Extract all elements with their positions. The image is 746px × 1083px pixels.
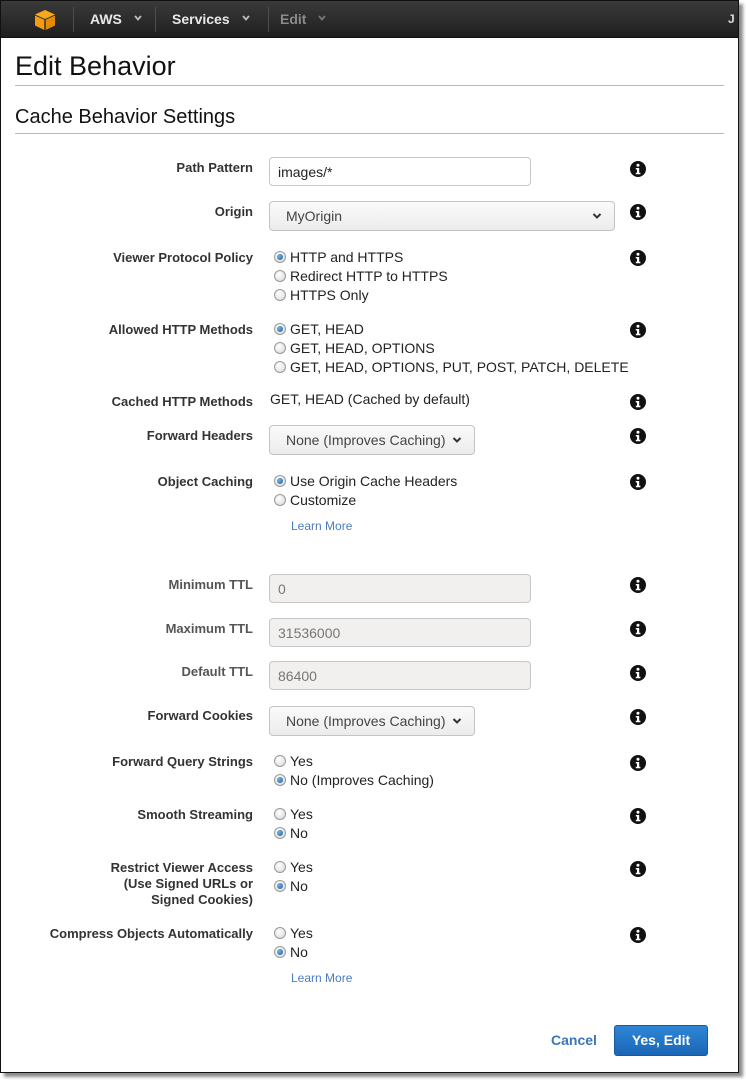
label-line: Restrict Viewer Access <box>110 860 253 875</box>
option-label: Yes <box>290 925 313 941</box>
info-icon[interactable] <box>630 474 646 490</box>
forward-headers-select[interactable] <box>269 425 475 455</box>
info-icon[interactable] <box>630 621 646 637</box>
path-pattern-input[interactable] <box>269 157 531 186</box>
compress-objects-label: Compress Objects Automatically <box>49 926 253 941</box>
restrict-viewer-access-label <box>111 860 253 908</box>
info-icon[interactable] <box>630 394 646 410</box>
nav-aws-menu[interactable] <box>90 11 142 27</box>
cached-http-methods-value: GET, HEAD (Cached by default) <box>270 391 470 407</box>
radio-button[interactable] <box>274 927 286 939</box>
path-pattern-label: Path Pattern <box>176 160 253 175</box>
compress-objects-option-no[interactable] <box>274 943 308 961</box>
info-icon[interactable] <box>630 577 646 593</box>
info-icon[interactable] <box>630 250 646 266</box>
label-line: (Use Signed URLs or <box>123 876 253 891</box>
forward-query-strings-label: Forward Query Strings <box>112 754 253 769</box>
radio-button-checked[interactable] <box>274 774 286 786</box>
maximum-ttl-label: Maximum TTL <box>165 621 253 636</box>
object-caching-option-origin-headers[interactable] <box>274 472 457 490</box>
info-icon[interactable] <box>630 665 646 681</box>
chevron-down-icon <box>452 717 462 725</box>
nav-divider <box>155 7 156 32</box>
chevron-down-icon <box>592 212 602 220</box>
nav-divider <box>73 7 74 32</box>
info-icon[interactable] <box>630 927 646 943</box>
radio-button[interactable] <box>274 270 286 282</box>
maximum-ttl-input[interactable] <box>269 618 531 647</box>
info-icon[interactable] <box>630 755 646 771</box>
yes-edit-button[interactable]: Yes, Edit <box>614 1025 708 1056</box>
radio-button[interactable] <box>274 342 286 354</box>
option-label: Yes <box>290 806 313 822</box>
forward-cookies-label: Forward Cookies <box>147 708 253 723</box>
minimum-ttl-input[interactable] <box>269 574 531 603</box>
minimum-ttl-label: Minimum TTL <box>168 577 253 592</box>
compress-objects-learn-more-link[interactable]: Learn More <box>291 971 353 985</box>
chevron-down-icon <box>134 14 142 22</box>
info-icon[interactable] <box>630 808 646 824</box>
radio-button[interactable] <box>274 808 286 820</box>
option-label: HTTP and HTTPS <box>290 249 404 265</box>
smooth-streaming-option-no[interactable] <box>274 824 308 842</box>
forward-headers-selected-value: None (Improves Caching) <box>286 432 446 448</box>
info-icon[interactable] <box>630 322 646 338</box>
option-label: No <box>290 878 308 894</box>
label-line: Signed Cookies) <box>151 892 253 907</box>
nav-edit-label: Edit <box>280 11 307 27</box>
object-caching-learn-more-link[interactable]: Learn More <box>291 519 353 533</box>
aws-cube-logo-icon[interactable] <box>34 9 56 31</box>
chevron-down-icon <box>452 436 462 444</box>
option-label: No <box>290 825 308 841</box>
radio-button[interactable] <box>274 494 286 506</box>
radio-button[interactable] <box>274 861 286 873</box>
allowed-methods-option-all[interactable] <box>274 358 629 376</box>
radio-button-checked[interactable] <box>274 475 286 487</box>
forward-cookies-select[interactable] <box>269 706 475 736</box>
viewer-protocol-option-redirect[interactable] <box>274 267 448 285</box>
default-ttl-input[interactable] <box>269 661 531 690</box>
smooth-streaming-option-yes[interactable] <box>274 805 313 823</box>
radio-button-checked[interactable] <box>274 880 286 892</box>
section-divider <box>15 133 724 134</box>
query-strings-option-no[interactable] <box>274 771 434 789</box>
option-label: Customize <box>290 492 357 508</box>
viewer-protocol-policy-label: Viewer Protocol Policy <box>113 250 253 265</box>
allowed-http-methods-label: Allowed HTTP Methods <box>108 322 253 337</box>
radio-button-checked[interactable] <box>274 251 286 263</box>
option-label: GET, HEAD, OPTIONS <box>290 340 435 356</box>
radio-button[interactable] <box>274 361 286 373</box>
chevron-down-icon <box>242 14 250 22</box>
title-divider <box>15 85 724 86</box>
option-label: No <box>290 944 308 960</box>
info-icon[interactable] <box>630 161 646 177</box>
option-label: GET, HEAD, OPTIONS, PUT, POST, PATCH, DELETE <box>290 359 629 375</box>
forward-cookies-selected-value: None (Improves Caching) <box>286 713 446 729</box>
option-label: GET, HEAD <box>290 321 364 337</box>
viewer-protocol-option-https-only[interactable] <box>274 286 369 304</box>
info-icon[interactable] <box>630 204 646 220</box>
chevron-down-icon <box>318 14 326 22</box>
forward-headers-label: Forward Headers <box>146 428 253 443</box>
radio-button-checked[interactable] <box>274 827 286 839</box>
allowed-methods-option-get-head[interactable] <box>274 320 364 338</box>
origin-label: Origin <box>214 204 253 219</box>
top-nav-bar <box>1 1 738 38</box>
radio-button[interactable] <box>274 755 286 767</box>
query-strings-option-yes[interactable] <box>274 752 313 770</box>
restrict-viewer-option-yes[interactable] <box>274 858 313 876</box>
default-ttl-label: Default TTL <box>181 664 253 679</box>
object-caching-label: Object Caching <box>157 474 253 489</box>
cached-http-methods-label: Cached HTTP Methods <box>111 394 253 409</box>
object-caching-option-customize[interactable] <box>274 491 356 509</box>
origin-selected-value: MyOrigin <box>286 208 343 224</box>
nav-aws-label: AWS <box>90 11 122 27</box>
radio-button-checked[interactable] <box>274 946 286 958</box>
origin-select[interactable] <box>269 201 615 231</box>
radio-button[interactable] <box>274 289 286 301</box>
section-title: Cache Behavior Settings <box>15 106 236 128</box>
viewer-protocol-option-http-https[interactable] <box>274 248 403 266</box>
info-icon[interactable] <box>630 428 646 444</box>
smooth-streaming-label: Smooth Streaming <box>137 807 253 822</box>
user-account-menu[interactable]: J <box>728 12 735 26</box>
nav-divider <box>268 7 269 32</box>
option-label: Yes <box>290 753 313 769</box>
option-label: Use Origin Cache Headers <box>290 473 458 489</box>
info-icon[interactable] <box>630 861 646 877</box>
restrict-viewer-option-no[interactable] <box>274 877 308 895</box>
info-icon[interactable] <box>630 709 646 725</box>
nav-services-label: Services <box>172 11 230 27</box>
compress-objects-option-yes[interactable] <box>274 924 313 942</box>
nav-services-menu[interactable] <box>172 11 250 27</box>
nav-edit-menu[interactable] <box>280 11 326 27</box>
option-label: HTTPS Only <box>290 287 369 303</box>
option-label: No (Improves Caching) <box>290 772 434 788</box>
option-label: Yes <box>290 859 313 875</box>
radio-button-checked[interactable] <box>274 323 286 335</box>
page-title: Edit Behavior <box>15 51 176 81</box>
allowed-methods-option-get-head-options[interactable] <box>274 339 435 357</box>
option-label: Redirect HTTP to HTTPS <box>290 268 448 284</box>
cancel-button[interactable]: Cancel <box>551 1032 597 1048</box>
